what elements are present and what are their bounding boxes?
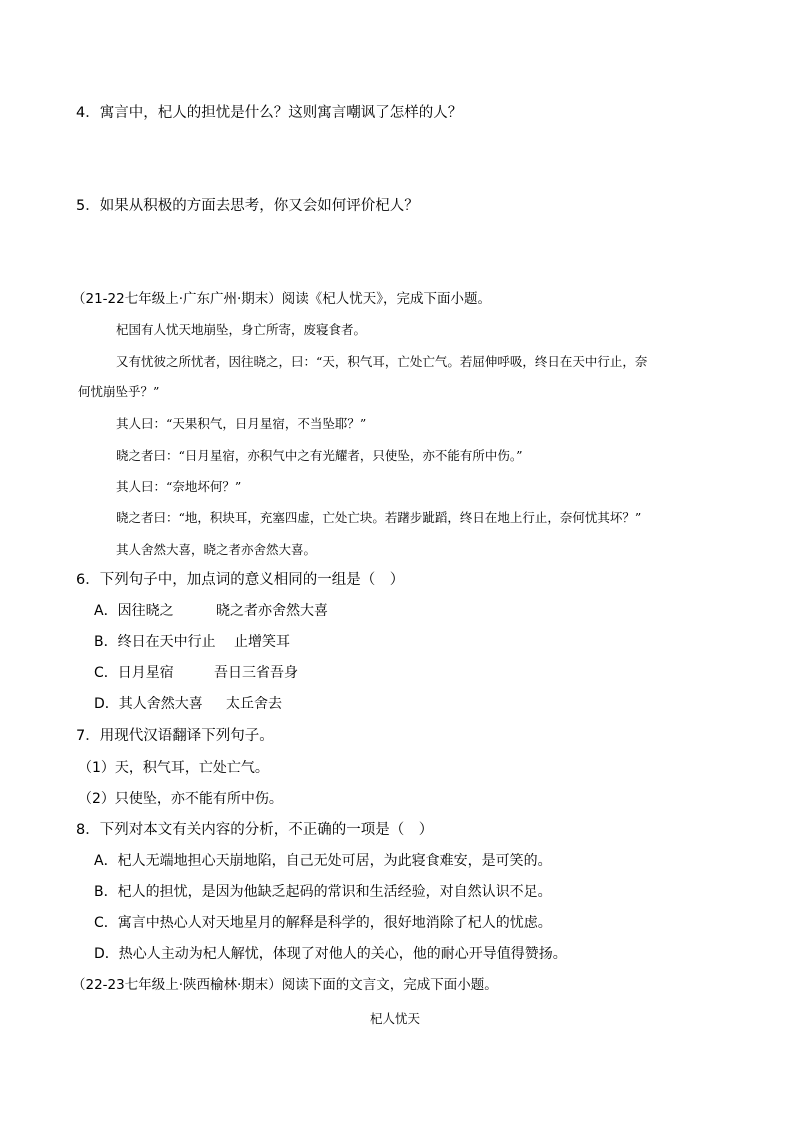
passage-title: 杞人忧天	[370, 1011, 421, 1026]
q6-option-b-left: B．终日在天中行止	[94, 634, 216, 650]
passage-line: 又有忧彼之所忧者，因往晓之，曰：“天，积气耳，亡处亡气。若屈伸呼吸，终日在天中行止，奈	[116, 354, 648, 369]
q6-option-a-right: 晓之者亦舍然大喜	[216, 603, 328, 619]
passage-line: 晓之者曰：“日月星宿，亦积气中之有光耀者，只使坠，亦不能有所中伤。”	[116, 448, 523, 463]
passage-line: 其人舍然大喜，晓之者亦舍然大喜。	[116, 542, 317, 557]
q6-option-a-left: A．因往晓之	[94, 603, 174, 619]
q6-option-c-left: C．日月星宿	[94, 665, 174, 681]
question-6-stem: 6．下列句子中，加点词的意义相同的一组是（ ）	[76, 572, 405, 588]
q6-option-d-right: 太丘舍去	[226, 696, 282, 712]
q8-option-a: A．杞人无端地担心天崩地陷，自己无处可居，为此寝食难安，是可笑的。	[94, 853, 552, 869]
question-8-stem: 8．下列对本文有关内容的分析，不正确的一项是（ ）	[76, 822, 434, 838]
passage-line: 何忧崩坠乎？”	[78, 384, 160, 399]
passage-line: 其人曰：“天果积气，日月星宿，不当坠耶？”	[116, 416, 367, 431]
q6-option-b-right: 止增笑耳	[234, 634, 290, 650]
q8-option-d: D．热心人主动为杞人解忧，体现了对他人的关心，他的耐心开导值得赞扬。	[94, 946, 567, 962]
section2-source: （22-23七年级上·陕西榆林·期末）阅读下面的文言文，完成下面小题。	[72, 977, 498, 993]
question-4: 4．寓言中，杞人的担忧是什么？这则寓言嘲讽了怎样的人？	[76, 105, 463, 121]
passage-line: 杞国有人忧天地崩坠，身亡所寄，废寝食者。	[116, 322, 367, 337]
q7-item-2: （2）只使坠，亦不能有所中伤。	[78, 791, 283, 807]
passage-line: 其人曰：“奈地坏何？”	[116, 479, 242, 494]
q6-option-d-left: D．其人舍然大喜	[94, 696, 203, 712]
q8-option-c: C．寓言中热心人对天地星月的解释是科学的，很好地消除了杞人的忧虑。	[94, 915, 552, 931]
passage-line: 晓之者曰：“地，积块耳，充塞四虚，亡处亡块。若躇步跐蹈，终日在地上行止，奈何忧其坏？”	[116, 510, 642, 525]
q8-option-b: B．杞人的担忧，是因为他缺乏起码的常识和生活经验，对自然认识不足。	[94, 884, 552, 900]
q6-option-c-right: 吾日三省吾身	[214, 665, 298, 681]
section1-source: （21-22七年级上·广东广州·期末）阅读《杞人忧天》，完成下面小题。	[72, 291, 492, 307]
q7-item-1: （1）天，积气耳，亡处亡气。	[78, 760, 269, 776]
question-5: 5．如果从积极的方面去思考，你又会如何评价杞人？	[76, 198, 419, 214]
question-7-stem: 7．用现代汉语翻译下列句子。	[76, 728, 274, 744]
